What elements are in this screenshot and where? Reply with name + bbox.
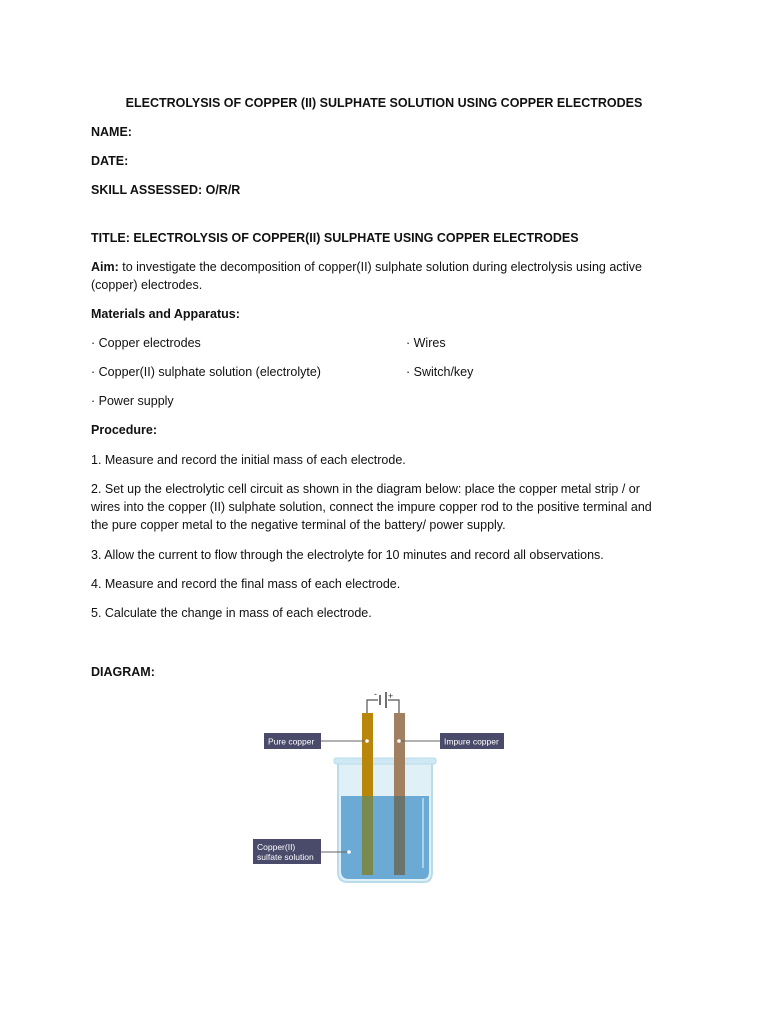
title-line: TITLE: ELECTROLYSIS OF COPPER(II) SULPHATE USING COPPER ELECTRODES (91, 231, 579, 245)
procedure-step-2-line-3: the pure copper metal to the negative terminal of the battery/ power supply. (91, 518, 506, 532)
impure-copper-submerged (394, 796, 405, 875)
name-field: NAME: (91, 125, 132, 139)
material-item: · Wires (406, 336, 446, 350)
pointer-dot (397, 739, 401, 743)
electrolyte-solution (341, 796, 429, 879)
material-item: · Copper electrodes (91, 336, 201, 350)
procedure-step-3: 3. Allow the current to flow through the electrolyte for 10 minutes and record all observations. (91, 548, 604, 562)
procedure-step-2-line-2: wires into the copper (II) sulphate solution, connect the impure copper rod to the positive terminal and (91, 500, 652, 514)
pointer-dot (347, 850, 351, 854)
material-item: · Copper(II) sulphate solution (electrolyte) (91, 365, 321, 379)
procedure-step-1: 1. Measure and record the initial mass of each electrode. (91, 453, 406, 467)
material-item: · Power supply (91, 394, 174, 408)
battery-minus-sign: - (374, 689, 377, 699)
procedure-step-2-line-1: 2. Set up the electrolytic cell circuit as shown in the diagram below: place the copper metal strip / or (91, 482, 640, 496)
label-pure-copper: Pure copper (268, 736, 315, 747)
aim-text: to investigate the decomposition of copper(II) sulphate solution during electrolysis using active (118, 260, 642, 274)
materials-heading: Materials and Apparatus: (91, 307, 240, 321)
wire-negative (367, 700, 378, 713)
wire-positive (388, 700, 399, 713)
material-item: · Switch/key (406, 365, 474, 379)
procedure-step-5: 5. Calculate the change in mass of each electrode. (91, 606, 372, 620)
procedure-heading: Procedure: (91, 423, 157, 437)
skill-field: SKILL ASSESSED: O/R/R (91, 183, 241, 197)
aim-line-2: (copper) electrodes. (91, 278, 203, 292)
date-field: DATE: (91, 154, 129, 168)
pure-copper-submerged (362, 796, 373, 875)
label-solution-line-2: sulfate solution (257, 852, 314, 862)
document-title: ELECTROLYSIS OF COPPER (II) SULPHATE SOLUTION USING COPPER ELECTRODES (125, 96, 643, 110)
aim-label: Aim: (91, 260, 119, 274)
battery-plus-sign: + (388, 691, 394, 701)
beaker-rim (334, 758, 436, 764)
pointer-dot (365, 739, 369, 743)
label-impure-copper: Impure copper (444, 736, 499, 747)
diagram-heading: DIAGRAM: (91, 665, 155, 679)
label-solution-line-1: Copper(II) (257, 842, 296, 852)
procedure-step-4: 4. Measure and record the final mass of each electrode. (91, 577, 401, 591)
